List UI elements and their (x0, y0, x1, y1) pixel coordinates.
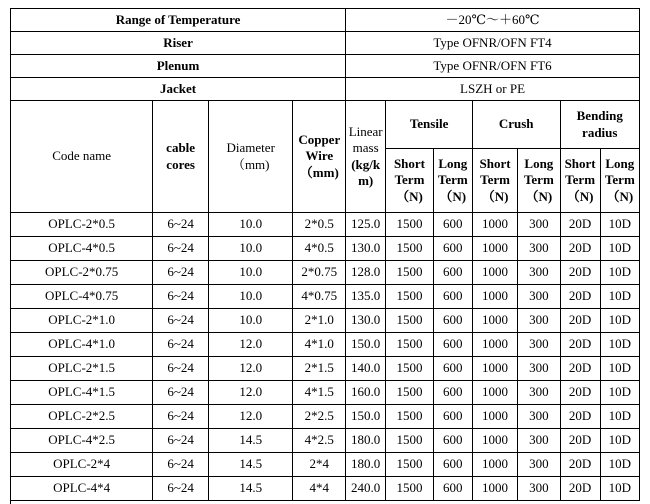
cell-copper-wire: 2*4 (293, 453, 346, 477)
header-diameter: Diameter （mm) (208, 101, 293, 213)
cell-diameter: 10.0 (208, 213, 293, 237)
spec-label: Range of Temperature (11, 9, 346, 32)
cell-tensile-short: 1500 (386, 405, 433, 429)
cell-tensile-short: 1500 (386, 285, 433, 309)
table-row (11, 309, 640, 333)
cell-tensile-long: 600 (433, 237, 472, 261)
cell-copper-wire: 4*0.5 (293, 237, 346, 261)
table-row (11, 357, 640, 381)
cell-diameter: 10.0 (208, 309, 293, 333)
cell-crush-long: 300 (518, 381, 560, 405)
cell-linear-mass: 180.0 (346, 429, 386, 453)
cell-copper-wire: 4*1.0 (293, 333, 346, 357)
cell-copper-wire: 2*2.5 (293, 405, 346, 429)
cell-bending-long: 10D (600, 333, 639, 357)
cell-linear-mass: 125.0 (346, 213, 386, 237)
cell-cable-cores: 6~24 (153, 477, 209, 501)
cell-copper-wire: 2*1.0 (293, 309, 346, 333)
cell-tensile-long: 600 (433, 213, 472, 237)
cell-code-name: OPLC-2*0.5 (11, 213, 153, 237)
cell-crush-short: 1000 (472, 213, 517, 237)
cell-cable-cores: 6~24 (153, 405, 209, 429)
spec-value: Type OFNR/OFN FT4 (346, 32, 640, 55)
cell-bending-short: 20D (560, 333, 600, 357)
cell-bending-long: 10D (600, 285, 639, 309)
cell-crush-short: 1000 (472, 453, 517, 477)
cell-bending-long: 10D (600, 453, 639, 477)
cell-tensile-long: 600 (433, 285, 472, 309)
cell-crush-long: 300 (518, 453, 560, 477)
table-row (11, 429, 640, 453)
cell-crush-short: 1000 (472, 477, 517, 501)
cell-linear-mass: 240.0 (346, 477, 386, 501)
cell-crush-long: 300 (518, 405, 560, 429)
cell-cable-cores: 6~24 (153, 453, 209, 477)
header-tensile: Tensile (386, 101, 473, 149)
cell-code-name: OPLC-4*1.0 (11, 333, 153, 357)
spec-label: Plenum (11, 55, 346, 78)
cell-tensile-long: 600 (433, 429, 472, 453)
cell-copper-wire: 2*1.5 (293, 357, 346, 381)
spec-row-temperature (11, 9, 640, 32)
cell-code-name: OPLC-2*2.5 (11, 405, 153, 429)
cable-spec-table (10, 8, 640, 501)
cell-tensile-short: 1500 (386, 309, 433, 333)
cell-code-name: OPLC-4*0.5 (11, 237, 153, 261)
cell-cable-cores: 6~24 (153, 357, 209, 381)
cell-tensile-long: 600 (433, 453, 472, 477)
cell-bending-short: 20D (560, 213, 600, 237)
cell-bending-short: 20D (560, 453, 600, 477)
spec-label: Riser (11, 32, 346, 55)
cell-copper-wire: 4*1.5 (293, 381, 346, 405)
cell-linear-mass: 128.0 (346, 261, 386, 285)
cell-crush-long: 300 (518, 261, 560, 285)
cell-crush-short: 1000 (472, 309, 517, 333)
cell-bending-short: 20D (560, 285, 600, 309)
cell-cable-cores: 6~24 (153, 309, 209, 333)
cell-crush-long: 300 (518, 333, 560, 357)
cell-linear-mass: 130.0 (346, 237, 386, 261)
table-row (11, 333, 640, 357)
cell-cable-cores: 6~24 (153, 237, 209, 261)
cell-bending-short: 20D (560, 237, 600, 261)
cell-tensile-short: 1500 (386, 381, 433, 405)
cell-tensile-short: 1500 (386, 429, 433, 453)
cell-linear-mass: 130.0 (346, 309, 386, 333)
cell-crush-long: 300 (518, 477, 560, 501)
cell-code-name: OPLC-4*4 (11, 477, 153, 501)
cell-cable-cores: 6~24 (153, 285, 209, 309)
cell-tensile-short: 1500 (386, 261, 433, 285)
table-row (11, 237, 640, 261)
cell-diameter: 12.0 (208, 333, 293, 357)
cell-cable-cores: 6~24 (153, 333, 209, 357)
cell-bending-short: 20D (560, 261, 600, 285)
header-tensile-long-term: Long Term （N) (433, 149, 472, 213)
cell-diameter: 12.0 (208, 357, 293, 381)
cell-code-name: OPLC-4*1.5 (11, 381, 153, 405)
cell-crush-short: 1000 (472, 333, 517, 357)
cell-crush-short: 1000 (472, 429, 517, 453)
cell-bending-short: 20D (560, 357, 600, 381)
cell-bending-long: 10D (600, 477, 639, 501)
cell-code-name: OPLC-2*1.0 (11, 309, 153, 333)
cell-linear-mass: 140.0 (346, 357, 386, 381)
page-edge-line (10, 498, 11, 504)
cell-bending-long: 10D (600, 357, 639, 381)
cell-linear-mass: 160.0 (346, 381, 386, 405)
spec-row-riser (11, 32, 640, 55)
cell-cable-cores: 6~24 (153, 261, 209, 285)
cell-code-name: OPLC-4*2.5 (11, 429, 153, 453)
table-row (11, 213, 640, 237)
header-bending-short-term: Short Term （N) (560, 149, 600, 213)
cell-copper-wire: 4*0.75 (293, 285, 346, 309)
header-linear-mass: Linear mass (kg/k m) (346, 101, 386, 213)
cell-crush-short: 1000 (472, 381, 517, 405)
cell-crush-long: 300 (518, 309, 560, 333)
table-row (11, 261, 640, 285)
header-crush-long-term: Long Term （N) (518, 149, 560, 213)
cell-tensile-short: 1500 (386, 237, 433, 261)
cell-bending-short: 20D (560, 381, 600, 405)
spec-row-plenum (11, 55, 640, 78)
header-crush: Crush (472, 101, 560, 149)
header-code-name (11, 101, 153, 213)
cell-diameter: 14.5 (208, 429, 293, 453)
spec-label: Jacket (11, 78, 346, 101)
cell-tensile-short: 1500 (386, 477, 433, 501)
cell-bending-long: 10D (600, 261, 639, 285)
spec-rows (11, 9, 640, 501)
cell-bending-short: 20D (560, 429, 600, 453)
header-cable-cores: cable cores (153, 101, 209, 213)
cell-diameter: 12.0 (208, 381, 293, 405)
cell-diameter: 12.0 (208, 405, 293, 429)
cell-crush-long: 300 (518, 357, 560, 381)
cell-crush-short: 1000 (472, 237, 517, 261)
cell-diameter: 14.5 (208, 477, 293, 501)
table-row (11, 405, 640, 429)
spec-row-jacket (11, 78, 640, 101)
header-tensile-short-term: Short Term （N) (386, 149, 433, 213)
cell-copper-wire: 4*2.5 (293, 429, 346, 453)
cell-tensile-short: 1500 (386, 333, 433, 357)
cell-tensile-long: 600 (433, 381, 472, 405)
cell-bending-long: 10D (600, 429, 639, 453)
table-row (11, 285, 640, 309)
cell-cable-cores: 6~24 (153, 429, 209, 453)
column-header-row (11, 101, 640, 149)
cell-crush-long: 300 (518, 213, 560, 237)
cell-linear-mass: 150.0 (346, 333, 386, 357)
cell-diameter: 14.5 (208, 453, 293, 477)
cell-tensile-long: 600 (433, 333, 472, 357)
cell-bending-long: 10D (600, 213, 639, 237)
cell-diameter: 10.0 (208, 285, 293, 309)
table-row (11, 381, 640, 405)
spec-value: －20℃～＋60℃ (346, 9, 640, 32)
cell-copper-wire: 2*0.5 (293, 213, 346, 237)
cell-bending-short: 20D (560, 405, 600, 429)
cell-crush-short: 1000 (472, 261, 517, 285)
cell-bending-short: 20D (560, 309, 600, 333)
cell-tensile-short: 1500 (386, 453, 433, 477)
cell-code-name: OPLC-2*4 (11, 453, 153, 477)
cell-cable-cores: 6~24 (153, 381, 209, 405)
cell-tensile-short: 1500 (386, 357, 433, 381)
cell-copper-wire: 2*0.75 (293, 261, 346, 285)
cell-diameter: 10.0 (208, 261, 293, 285)
cell-cable-cores: 6~24 (153, 213, 209, 237)
spec-value: LSZH or PE (346, 78, 640, 101)
header-bending-radius: Bending radius (560, 101, 640, 149)
cell-bending-long: 10D (600, 309, 639, 333)
table-row (11, 453, 640, 477)
cell-tensile-long: 600 (433, 261, 472, 285)
cell-bending-long: 10D (600, 381, 639, 405)
header-copper-wire: Copper Wire （mm) (293, 101, 346, 213)
cell-crush-long: 300 (518, 237, 560, 261)
cell-bending-short: 20D (560, 477, 600, 501)
cell-linear-mass: 150.0 (346, 405, 386, 429)
table-row (11, 477, 640, 501)
header-bending-long-term: Long Term （N) (600, 149, 639, 213)
cell-tensile-long: 600 (433, 357, 472, 381)
cell-code-name: OPLC-4*0.75 (11, 285, 153, 309)
cell-crush-long: 300 (518, 429, 560, 453)
cell-crush-short: 1000 (472, 357, 517, 381)
cell-crush-short: 1000 (472, 405, 517, 429)
cell-tensile-long: 600 (433, 477, 472, 501)
cell-linear-mass: 180.0 (346, 453, 386, 477)
header-crush-short-term: Short Term （N) (472, 149, 517, 213)
spec-value: Type OFNR/OFN FT6 (346, 55, 640, 78)
cell-linear-mass: 135.0 (346, 285, 386, 309)
cell-code-name: OPLC-2*0.75 (11, 261, 153, 285)
cell-diameter: 10.0 (208, 237, 293, 261)
cell-tensile-short: 1500 (386, 213, 433, 237)
cell-crush-short: 1000 (472, 285, 517, 309)
cell-tensile-long: 600 (433, 309, 472, 333)
cell-bending-long: 10D (600, 405, 639, 429)
cell-crush-long: 300 (518, 285, 560, 309)
cell-code-name: OPLC-2*1.5 (11, 357, 153, 381)
cell-copper-wire: 4*4 (293, 477, 346, 501)
cell-bending-long: 10D (600, 237, 639, 261)
cell-tensile-long: 600 (433, 405, 472, 429)
header-code-name-label: Code name (52, 148, 112, 164)
